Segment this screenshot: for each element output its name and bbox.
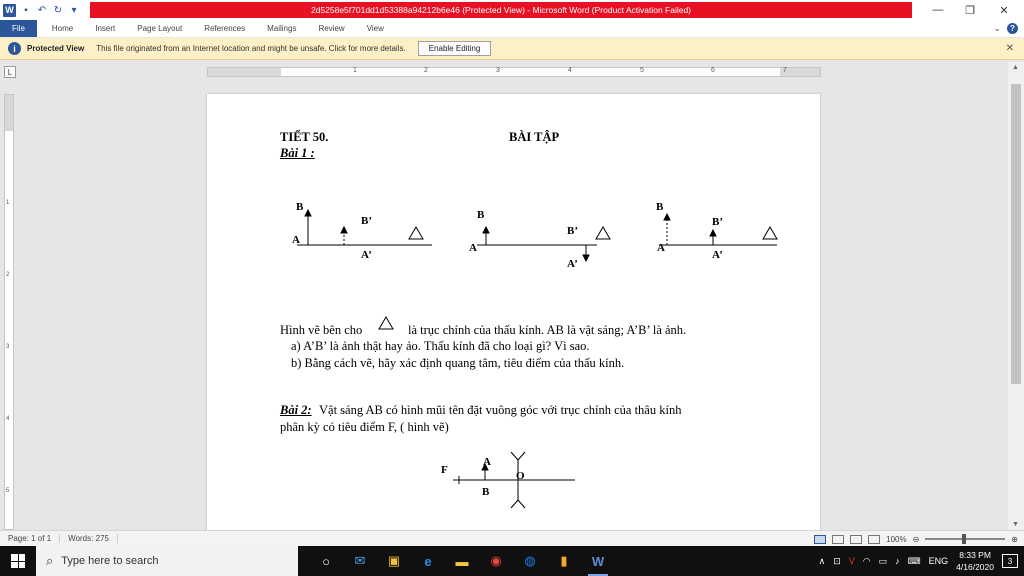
word-count[interactable]: Words: 275 (60, 534, 118, 543)
image-arrowhead (341, 227, 347, 233)
optics-diagrams (207, 94, 820, 530)
zoom-out-icon[interactable]: ⊖ (912, 534, 920, 544)
save-icon[interactable]: ▪ (24, 4, 28, 16)
point-label: A’ (361, 249, 372, 261)
point-label: B (296, 201, 304, 213)
tab-references[interactable]: References (204, 24, 246, 33)
bai2-text-line2: phân kỳ có tiêu điểm F, ( hình vẽ) (280, 420, 449, 434)
wifi-icon[interactable]: ◠ (862, 555, 871, 566)
taskbar-search[interactable] (36, 546, 298, 576)
paragraph-intro: Hình vẽ bên cho (280, 323, 363, 337)
tab-page-layout[interactable]: Page Layout (137, 24, 183, 33)
chrome-icon[interactable]: ◉ (490, 553, 502, 568)
status-bar (0, 530, 1024, 546)
vruler-number: 1 (6, 200, 10, 206)
file-explorer-icon[interactable]: ▬ (455, 553, 469, 569)
clock-time: 8:33 PM (959, 550, 991, 560)
title-bar (0, 0, 1024, 20)
notification-count: 3 (1007, 556, 1013, 566)
clock[interactable] (956, 549, 994, 573)
tray-app-icon[interactable]: ⊡ (833, 555, 841, 566)
language-indicator[interactable]: ENG (928, 556, 949, 566)
point-label: B’ (361, 215, 372, 227)
point-label: A (469, 242, 477, 254)
lens-axis-triangle-icon (763, 227, 777, 239)
scroll-thumb[interactable] (1011, 84, 1021, 384)
object-arrowhead (483, 227, 489, 233)
tab-file[interactable]: File (0, 20, 37, 37)
vertical-scrollbar[interactable] (1008, 62, 1024, 530)
lens-end (518, 452, 525, 460)
close-bar-icon[interactable]: ✕ (1005, 43, 1014, 54)
lesson-heading: TIẾT 50. (280, 130, 329, 144)
volume-icon[interactable]: ♪ (895, 556, 900, 566)
tray-chevron-icon[interactable]: ∧ (818, 555, 826, 566)
minimize-button[interactable]: — (932, 4, 944, 16)
word-taskbar-icon[interactable]: W (586, 550, 610, 572)
horizontal-ruler[interactable] (207, 67, 821, 77)
point-label: A (292, 234, 300, 246)
vruler-number: 5 (6, 488, 10, 494)
ruler-number: 4 (568, 67, 572, 74)
redo-icon[interactable]: ↻ (53, 4, 63, 16)
notification-icon[interactable] (1002, 554, 1018, 568)
bai2-label: Bài 2: (280, 403, 312, 417)
print-layout-icon[interactable] (832, 535, 844, 544)
tab-home[interactable]: Home (51, 24, 74, 33)
tab-mailings[interactable]: Mailings (267, 24, 297, 33)
clock-date: 4/16/2020 (956, 562, 994, 572)
paragraph-intro-cont: là trục chính của thấu kính. AB là vật sáng; A’B’ là ảnh. (408, 323, 687, 337)
ruler-number: 1 (353, 67, 357, 74)
window-title: 2d5258e5f701dd1d53388a94212b6e46 (Protected View) - Microsoft Word (Product Activation Failed) (90, 2, 912, 18)
file-app-icon[interactable]: ▮ (560, 553, 568, 568)
ruler-number: 6 (711, 67, 715, 74)
bai1-label: Bài 1 : (280, 146, 315, 160)
exercise-title: BÀI TẬP (509, 130, 560, 144)
point-label: B’ (567, 225, 578, 237)
tab-selector-icon[interactable]: L (4, 66, 16, 78)
point-label: B (482, 486, 490, 498)
lens-end (518, 500, 525, 508)
search-icon: ⌕ (46, 553, 54, 568)
point-label: A (657, 242, 665, 254)
vruler-number: 3 (6, 344, 10, 350)
edge-icon[interactable]: e (424, 553, 432, 569)
protected-view-message[interactable]: This file originated from an Internet location and might be unsafe. Click for more details. (96, 44, 406, 53)
question-b: b) Bằng cách vẽ, hãy xác định quang tâm, tiêu điểm của thấu kính. (291, 356, 625, 370)
protected-view-title: Protected View (27, 44, 85, 53)
store-icon[interactable]: ▣ (387, 553, 401, 568)
taskbar (0, 546, 1024, 576)
quick-access-toolbar (0, 0, 80, 20)
vertical-ruler[interactable] (4, 94, 14, 530)
document-page[interactable] (207, 94, 820, 530)
point-label: O (516, 470, 525, 482)
ruler-number: 5 (640, 67, 644, 74)
page-count[interactable]: Page: 1 of 1 (0, 534, 60, 543)
zoom-level[interactable]: 100% (886, 534, 907, 544)
system-tray (819, 546, 1024, 576)
axis-symbol-triangle-icon (379, 317, 393, 329)
lens-end (511, 452, 518, 460)
ribbon-collapse-icon[interactable]: ⌄ (993, 23, 1001, 33)
question-a: a) A’B’ là ảnh thật hay ảo. Thấu kính đã cho loại gì? Vì sao. (291, 339, 590, 353)
mail-icon[interactable]: ✉ (354, 553, 366, 568)
point-label: F (441, 464, 448, 476)
outline-view-icon[interactable] (868, 535, 880, 544)
undo-icon[interactable]: ↶ (37, 4, 47, 16)
image-arrowhead (710, 230, 716, 236)
vruler-number: 4 (6, 416, 10, 422)
point-label: A’ (567, 258, 578, 270)
battery-icon[interactable]: ▭ (878, 555, 888, 566)
ruler-row (0, 62, 1024, 82)
web-layout-icon[interactable] (850, 535, 862, 544)
windows-logo-icon (11, 554, 25, 568)
ruler-number: 2 (424, 67, 428, 74)
keyboard-icon[interactable]: ⌨ (907, 555, 921, 566)
image-arrowhead (583, 255, 589, 261)
protected-view-bar (0, 38, 1024, 60)
lens-axis-triangle-icon (409, 227, 423, 239)
ribbon-tabs (0, 20, 1024, 37)
tab-view[interactable]: View (366, 24, 384, 33)
point-label: B (656, 201, 664, 213)
point-label: A’ (712, 249, 723, 261)
tab-review[interactable]: Review (318, 24, 345, 33)
scroll-up-icon[interactable]: ▲ (1012, 64, 1019, 71)
word-logo-icon: W (3, 4, 16, 17)
object-arrowhead (664, 214, 670, 220)
lens-axis-triangle-icon (596, 227, 610, 239)
zoom-slider[interactable] (925, 538, 1005, 540)
bai2-text: Vật sáng AB có hình mũi tên đặt vuông góc với trục chính của thâu kính (319, 403, 682, 417)
lens-end (511, 500, 518, 508)
read-mode-icon[interactable] (814, 535, 826, 544)
close-button[interactable]: ✕ (999, 4, 1009, 17)
enable-editing-button[interactable]: Enable Editing (418, 41, 492, 56)
search-placeholder: Type here to search (61, 555, 159, 567)
point-label: A (483, 456, 491, 468)
customize-toolbar-icon[interactable]: ▾ (71, 4, 77, 16)
antivirus-icon[interactable]: V (848, 556, 855, 566)
scroll-down-icon[interactable]: ▼ (1012, 521, 1019, 528)
object-arrowhead (305, 210, 311, 216)
task-view-icon[interactable]: ○ (322, 553, 330, 569)
start-button[interactable] (0, 546, 36, 576)
info-icon: i (8, 42, 21, 55)
zalo-icon[interactable]: ◍ (524, 553, 536, 568)
help-icon[interactable]: ? (1007, 23, 1018, 34)
restore-button[interactable]: ❐ (965, 4, 975, 17)
ruler-number: 3 (496, 67, 500, 74)
point-label: B (477, 209, 485, 221)
zoom-in-icon[interactable]: ⊕ (1011, 534, 1018, 544)
tab-insert[interactable]: Insert (95, 24, 116, 33)
point-label: B’ (712, 216, 723, 228)
vruler-number: 2 (6, 272, 10, 278)
ruler-number: 7 (783, 67, 787, 74)
